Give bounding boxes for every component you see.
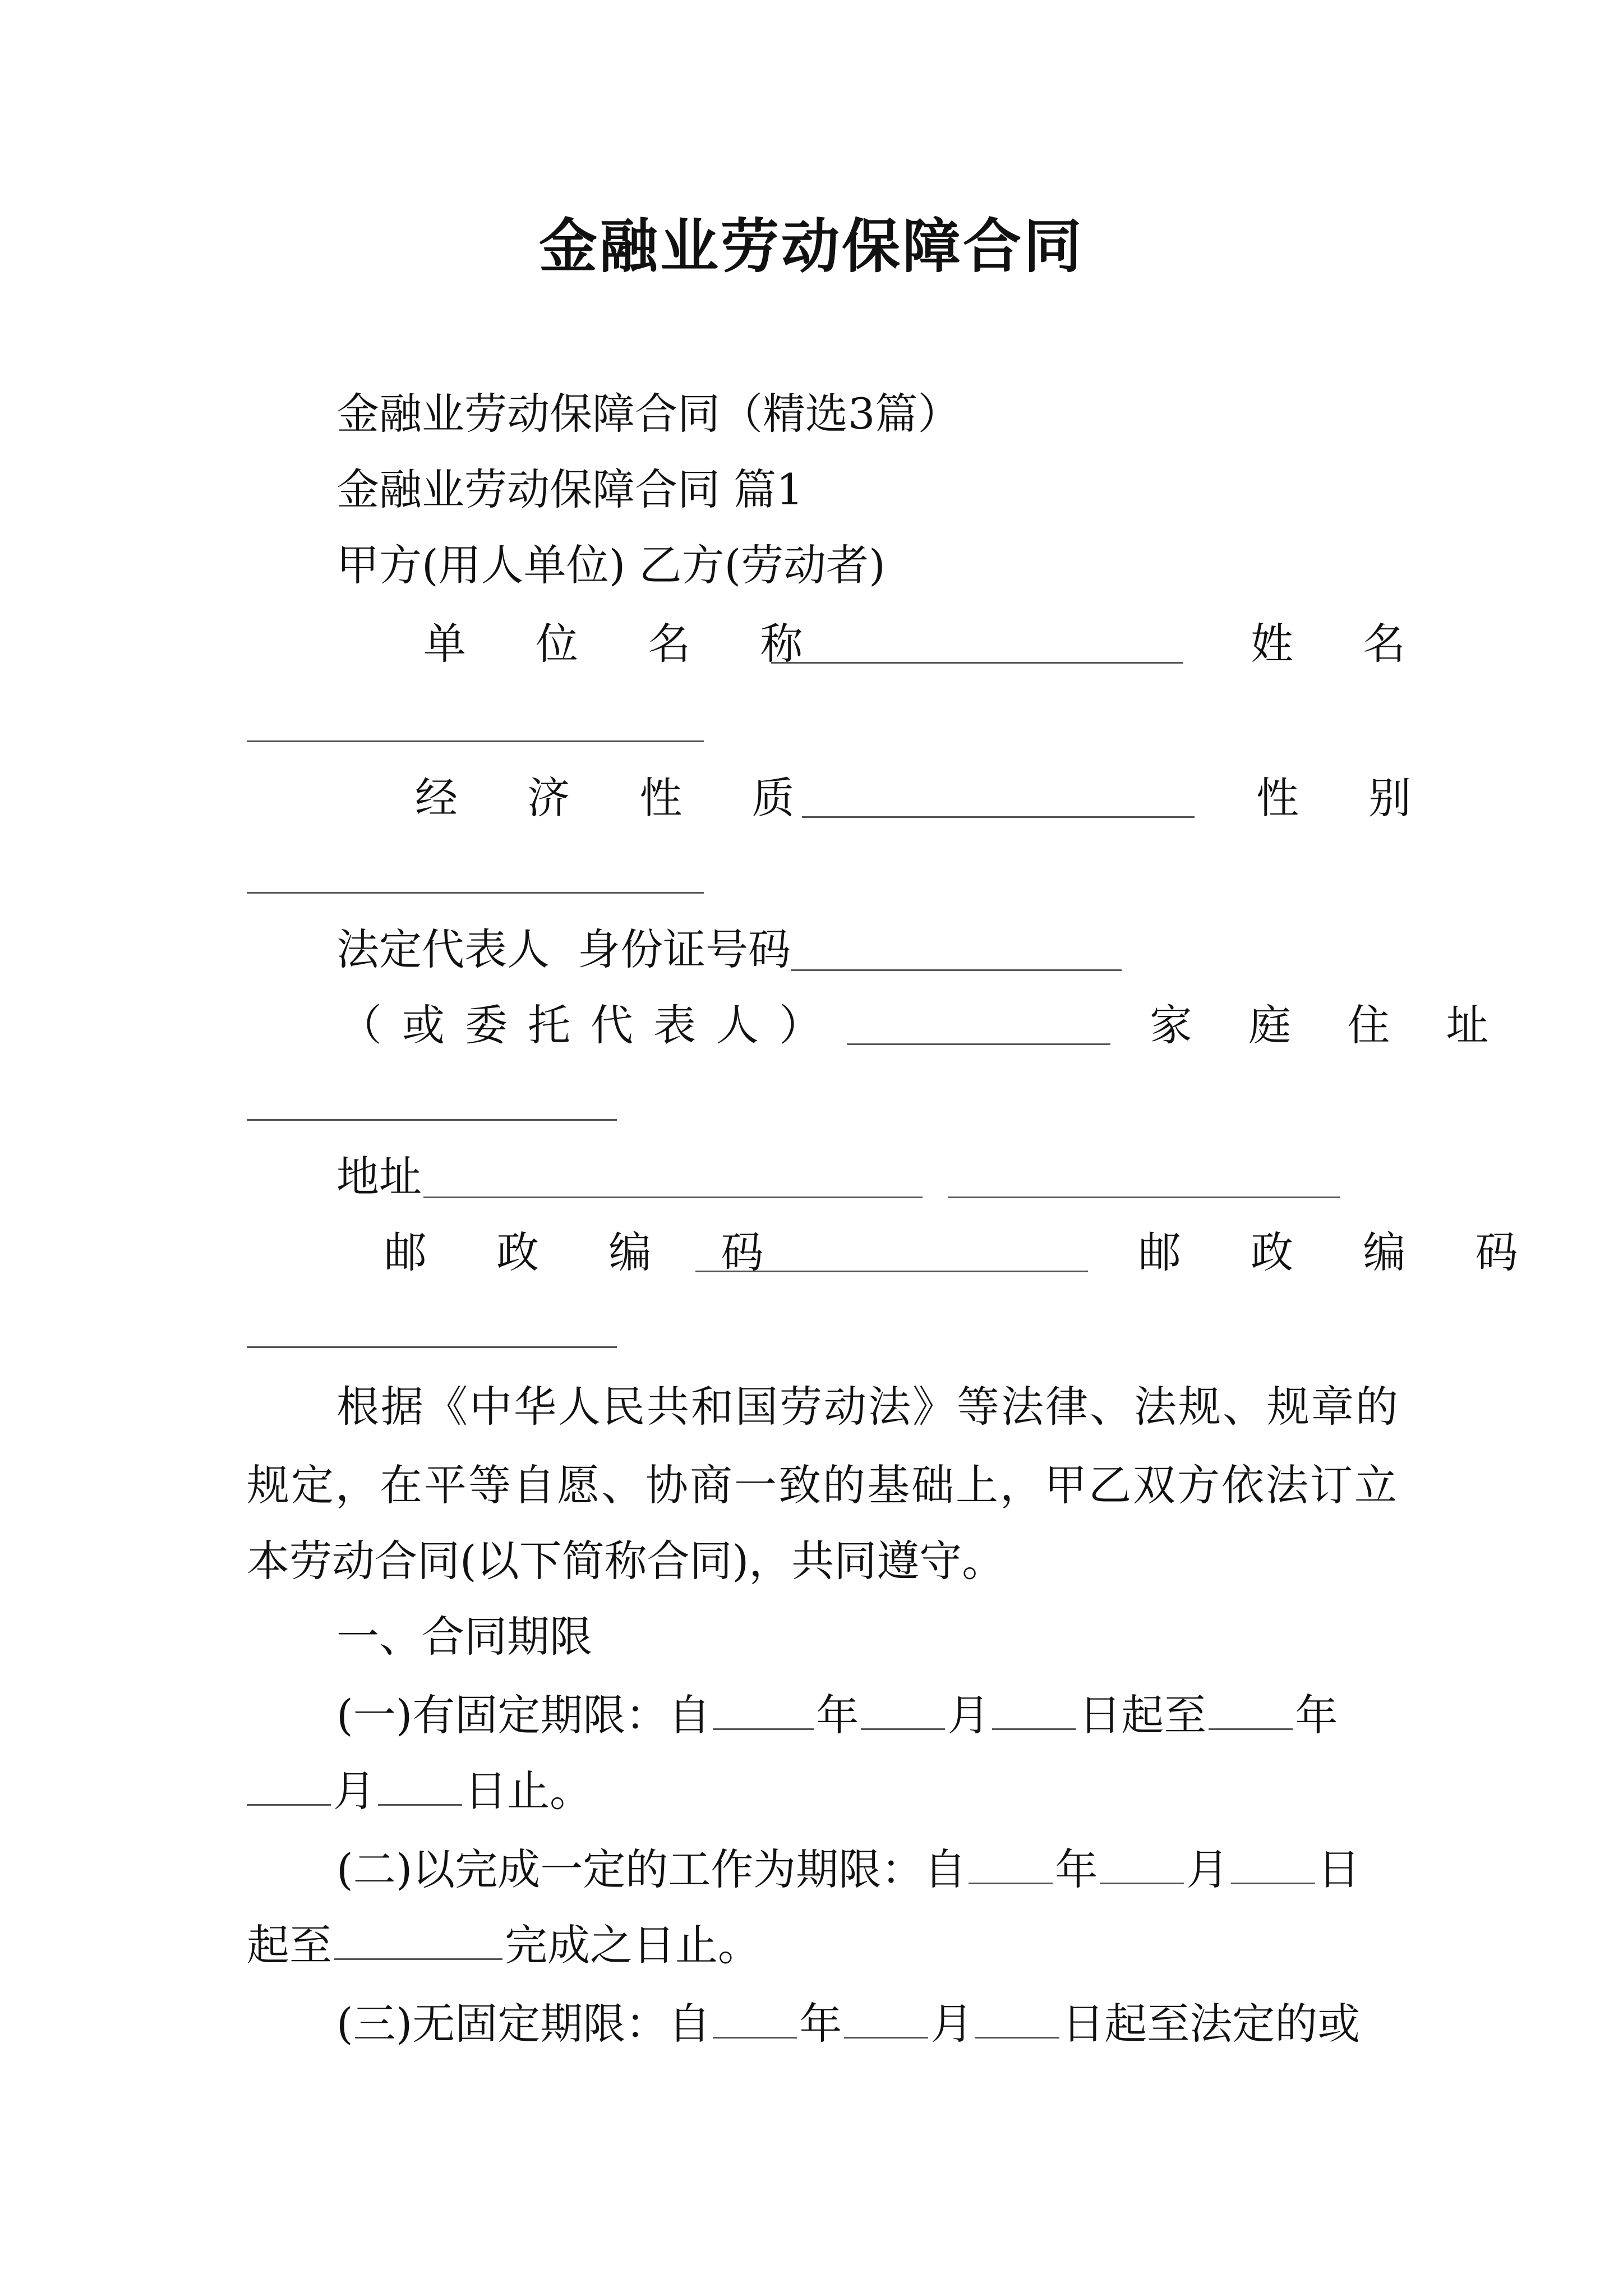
parties-line: 甲方(用人单位) 乙方(劳动者) [336,540,886,590]
name-label: 姓 名 [1251,619,1434,669]
term1-end: 日止。 [464,1766,592,1816]
legal-rep-label: 法定代表人 [336,924,550,974]
term1-line [336,1690,1338,1740]
address-field-2[interactable] [948,1197,1340,1198]
postcode-field-left[interactable] [695,1271,1088,1272]
term2-task-field[interactable] [334,1955,502,1960]
postcode-label-left: 邮 政 编 码 [384,1227,792,1277]
term1-day2-field[interactable] [378,1801,462,1806]
term1-month-field[interactable] [861,1725,945,1730]
term1-month2-field[interactable] [247,1801,331,1806]
section-heading: 金融业劳动保障合同 篇1 [336,464,804,514]
term3-year-field[interactable] [713,2033,797,2039]
term1-day-to: 日起至 [1078,1690,1207,1740]
term1-day-field[interactable] [992,1725,1076,1730]
term1-year2-field[interactable] [1209,1725,1293,1730]
term1-line-2 [247,1766,592,1816]
intro-line-1 [336,1382,1400,1432]
term3-month-field[interactable] [844,2033,928,2039]
document-subtitle: 金融业劳动保障合同（精选3篇） [336,389,961,439]
term3-month: 月 [930,1999,974,2049]
unit-name-field[interactable] [771,662,1183,664]
term2-month: 月 [1186,1844,1229,1894]
home-address-label: 家 庭 住 址 [1150,1000,1510,1050]
term3-day-field[interactable] [975,2033,1059,2039]
gender-label: 性 别 [1256,773,1440,823]
term-heading: 一、合同期限 [336,1612,592,1662]
term1-month2: 月 [333,1766,376,1816]
term2-month-field[interactable] [1100,1879,1184,1884]
intro-text-1: 根据《中华人民共和国劳动法》等法律、法规、规章的 [336,1382,1400,1432]
id-number-field[interactable] [791,969,1122,971]
unit-name-label: 单 位 名 称 [423,619,831,669]
intro-line-3: 本劳动合同(以下简称合同)，共同遵守。 [247,1536,1005,1586]
term2-day: 日 [1317,1844,1361,1894]
entrusted-rep-label: （或委托代表人） [339,1000,842,1050]
term2-line-2 [247,1920,760,1970]
term1-year-field[interactable] [713,1725,814,1730]
term2-end: 完成之日止。 [505,1920,760,1970]
id-number-label: 身份证号码 [578,924,791,974]
intro-line-2: 规定，在平等自愿、协商一致的基础上，甲乙双方依法订立 [247,1460,1399,1510]
economic-nature-field[interactable] [802,816,1195,818]
term2-from-to: 起至 [247,1920,332,1970]
gender-field[interactable] [247,892,704,894]
term3-prefix: (三)无固定期限：自 [336,1999,711,2049]
address-field[interactable] [423,1197,923,1198]
postcode-field-right[interactable] [247,1346,617,1348]
home-address-field[interactable] [247,1119,617,1121]
term2-prefix: (二)以完成一定的工作为期限：自 [336,1844,967,1894]
term1-month: 月 [947,1690,990,1740]
term3-year: 年 [799,1999,842,2049]
address-label: 地址 [336,1152,422,1202]
term1-year2: 年 [1295,1690,1338,1740]
name-field[interactable] [247,740,704,742]
term3-end: 日起至法定的或 [1062,1999,1361,2049]
postcode-label-right: 邮 政 编 码 [1138,1227,1546,1277]
entrusted-rep-field[interactable] [847,1043,1110,1045]
document-title: 金融业劳动保障合同 [538,211,1084,280]
term1-year: 年 [816,1690,859,1740]
term2-line [336,1844,1361,1894]
term1-prefix: (一)有固定期限：自 [336,1690,711,1740]
term2-year-field[interactable] [969,1879,1053,1884]
term3-line [336,1999,1361,2049]
term2-year: 年 [1055,1844,1098,1894]
economic-nature-label: 经 济 性 质 [415,773,823,823]
term2-day-field[interactable] [1231,1879,1315,1884]
